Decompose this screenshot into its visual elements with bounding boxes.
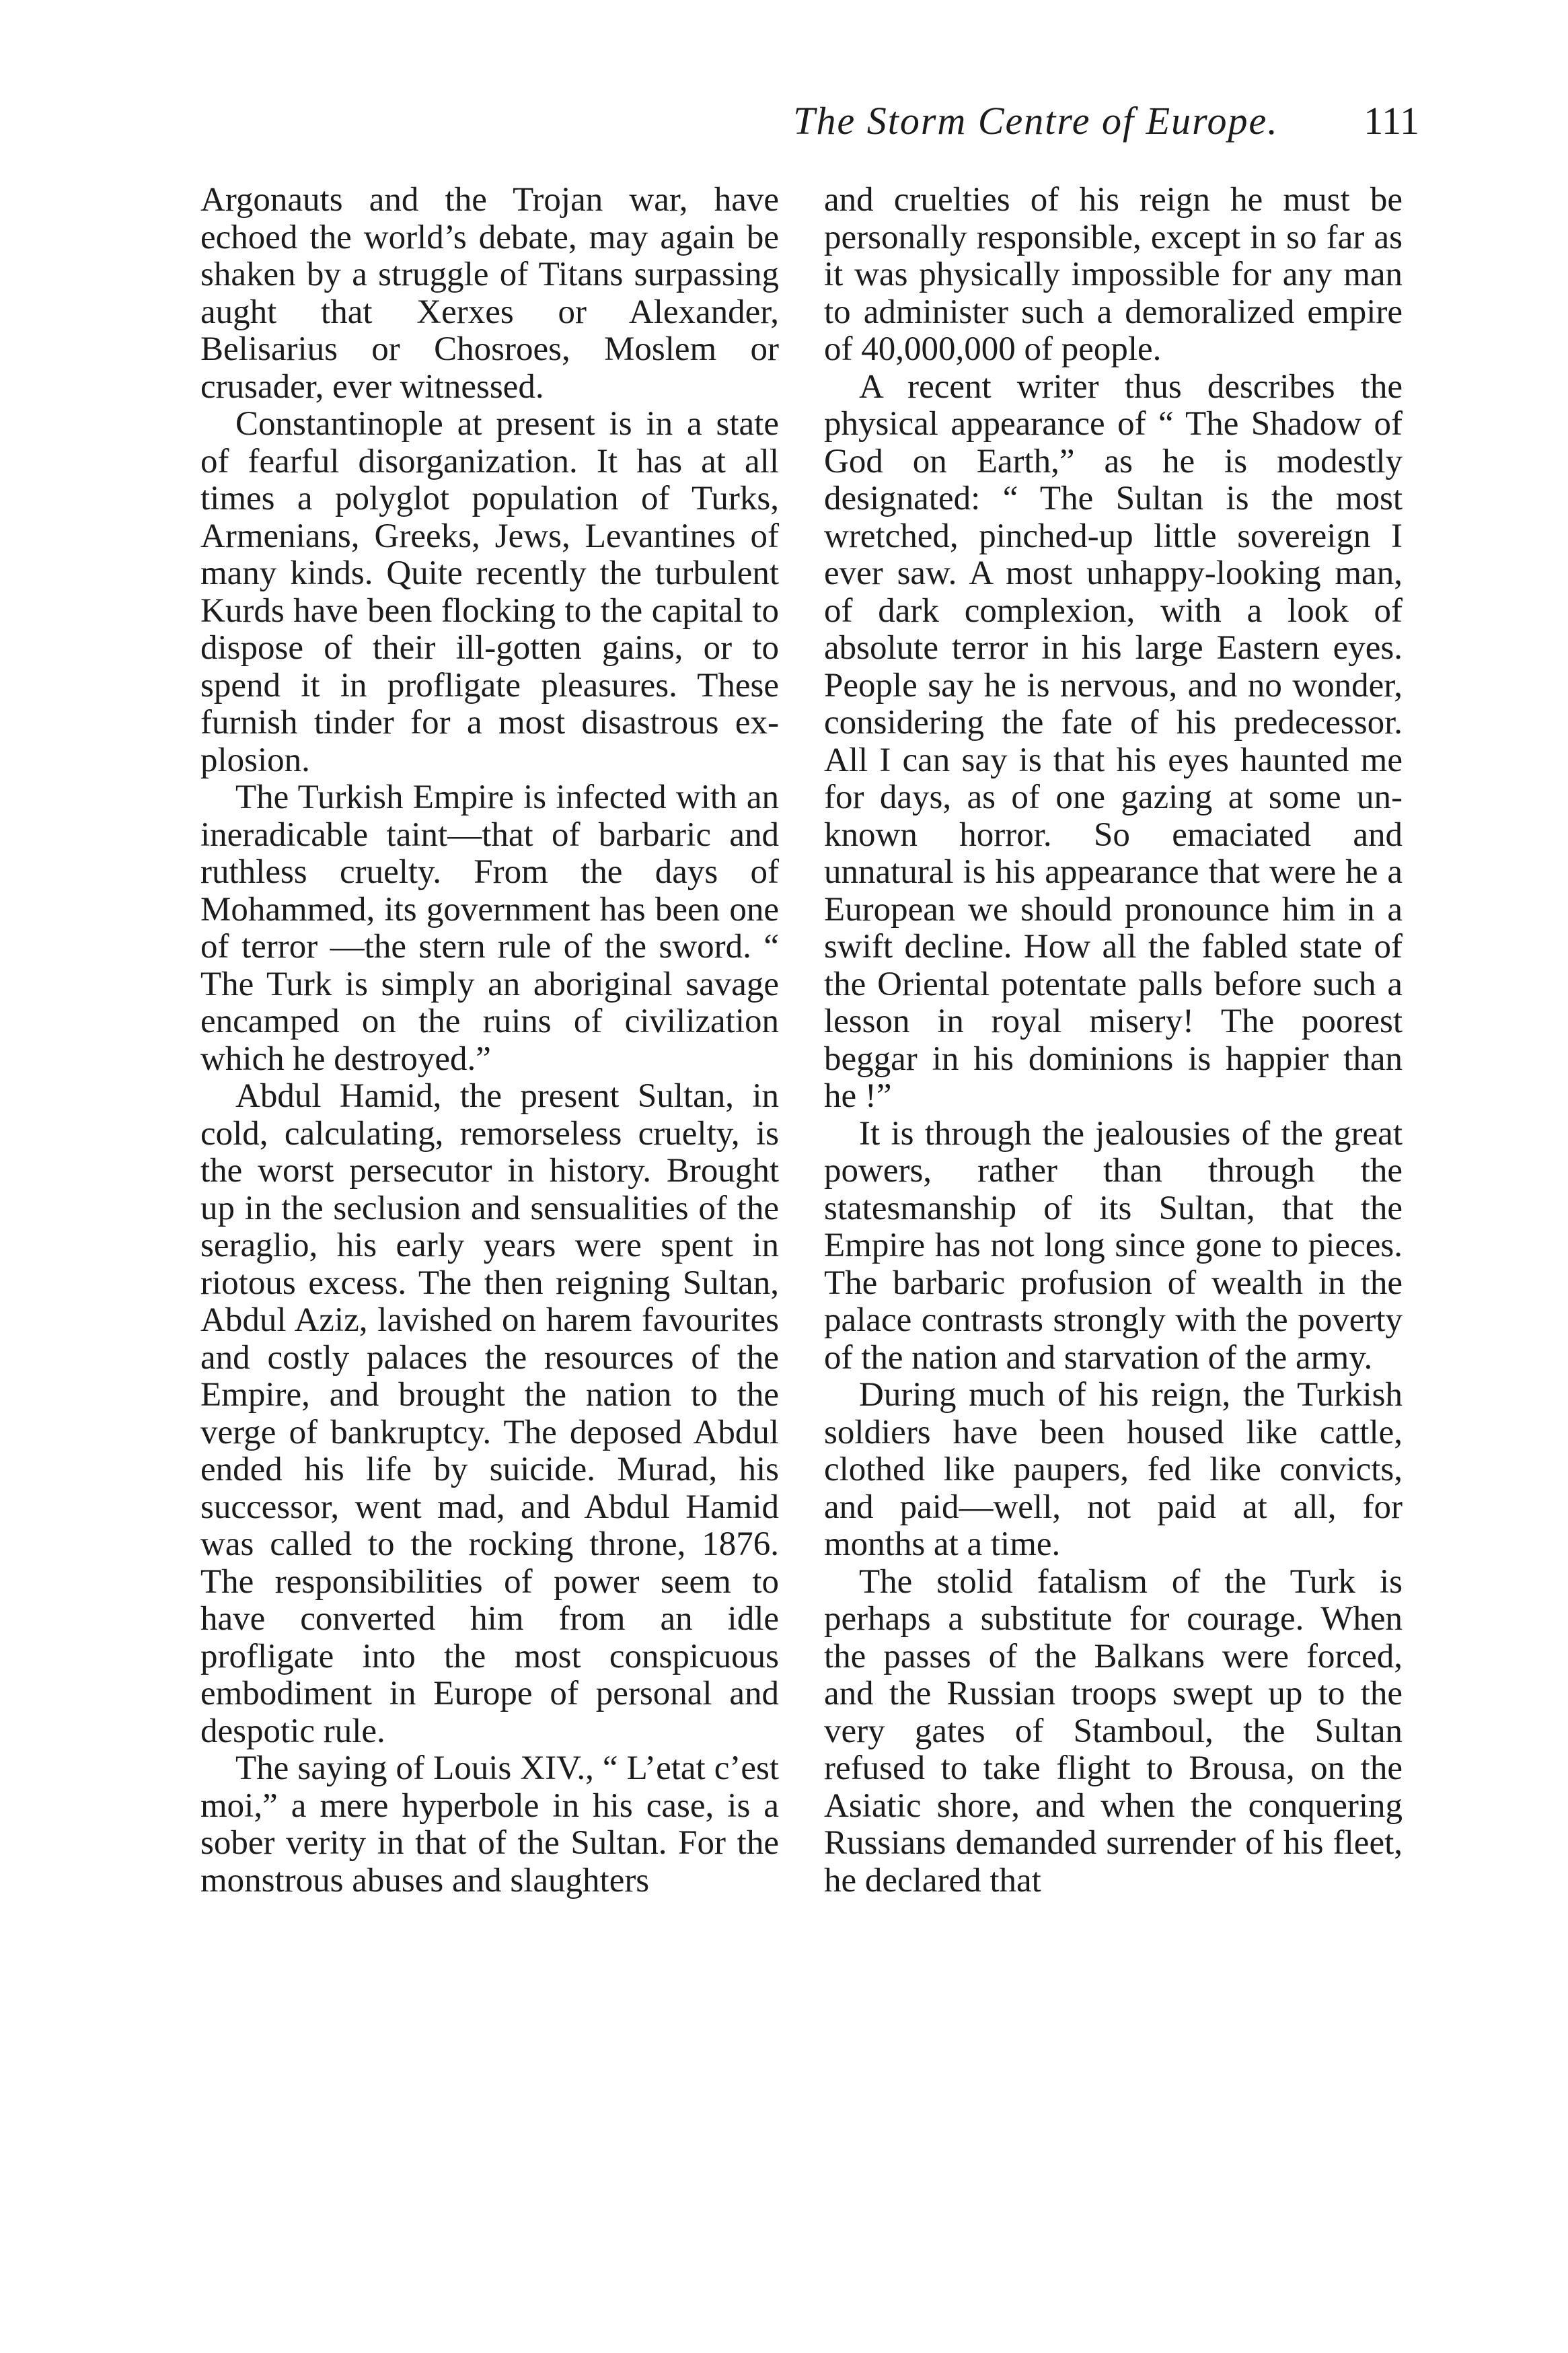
- page-number: 111: [1364, 99, 1419, 143]
- paragraph: A recent writer thus describes the physical appearance of “ The Shadow of God on Earth,” as he is modestly designated: “ The Sultan is the most wretched, pinched-up little sovereign I ever saw. A most unhappy-looking man, of dark complexion, with a look of absolute terror in his large Eastern eyes. People say he is nervous, and no wonder, considering the fate of his predecessor. All I can say is that his eyes haunted me for days, as of one gazing at some unknown horror. So emaciated and unnatural is his appearance that were he a European we should pronounce him in a swift decline. How all the fabled state of the Oriental potentate palls before such a lesson in royal misery! The poorest beggar in his dominions is happier than he !”: [824, 367, 1403, 1115]
- paragraph-continuation: and cruelties of his reign he must be personally responsible, except in so far as it was physically impossible for any man to administer such a demoralized empire of 40,000,000 of people.: [824, 181, 1403, 368]
- paragraph: It is through the jealousies of the great powers, rather than through the statesmanship of its Sultan, that the Empire has not long since gone to pieces. The barbaric profusion of wealth in the palace contrasts strongly with the poverty of the nation and starvation of the army.: [824, 1114, 1403, 1377]
- paragraph: The stolid fatalism of the Turk is perhaps a substitute for courage. When the passes of the Balkans were forced, and the Russian troops swept up to the very gates of Stamboul, the Sultan refused to take flight to Brousa, on the Asiatic shore, and when the conquering Russians demanded surrender of his fleet, he declared that: [824, 1562, 1403, 1899]
- paragraph: Constantinople at present is in a state of fearful disorganization. It has at all times a polyglot population of Turks, Armenians, Greeks, Jews, Levantines of many kinds. Quite recently the turbulent Kurds have been flocking to the capital to dispose of their ill-gotten gains, or to spend it in profligate pleasures. These furnish tinder for a most disastrous explosion.: [200, 405, 779, 779]
- paragraph: The Turkish Empire is infected with an ineradicable taint—that of barbaric and ruthless cruelty. From the days of Mohammed, its government has been one of terror —the stern rule of the sword. “ The Turk is simply an aboriginal savage encamped on the ruins of civilization which he destroyed.”: [200, 779, 779, 1078]
- running-head: [0, 94, 1568, 148]
- running-title: The Storm Centre of Europe.: [793, 99, 1279, 143]
- paragraph: During much of his reign, the Turkish soldiers have been housed like cattle, clothed like paupers, fed like convicts, and paid—well, not paid at all, for months at a time.: [824, 1376, 1403, 1563]
- paragraph: Argonauts and the Trojan war, have echoed the world’s debate, may again be shaken by a struggle of Titans surpassing aught that Xerxes or Alexander, Belisarius or Chosroes, Moslem or crusader, ever witnessed.: [200, 181, 779, 406]
- paragraph: Abdul Hamid, the present Sultan, in cold, calculating, remorseless cruelty, is the worst persecutor in history. Brought up in the seclusion and sensualities of the seraglio, his early years were spent in riotous excess. The then reigning Sultan, Abdul Aziz, lavished on harem favourites and costly palaces the resources of the Empire, and brought the nation to the verge of bankruptcy. The deposed Abdul ended his life by suicide. Murad, his successor, went mad, and Abdul Hamid was called to the rocking throne, 1876. The responsibilities of power seem to have converted him from an idle profligate into the most conspicuous embodiment in Europe of personal and despotic rule.: [200, 1077, 779, 1750]
- right-column: [824, 182, 1403, 1899]
- left-column: [200, 182, 779, 1899]
- paragraph: The saying of Louis XIV., “ L’etat c’est moi,” a mere hyperbole in his case, is a sober verity in that of the Sultan. For the monstrous abuses and slaughters: [200, 1749, 779, 1899]
